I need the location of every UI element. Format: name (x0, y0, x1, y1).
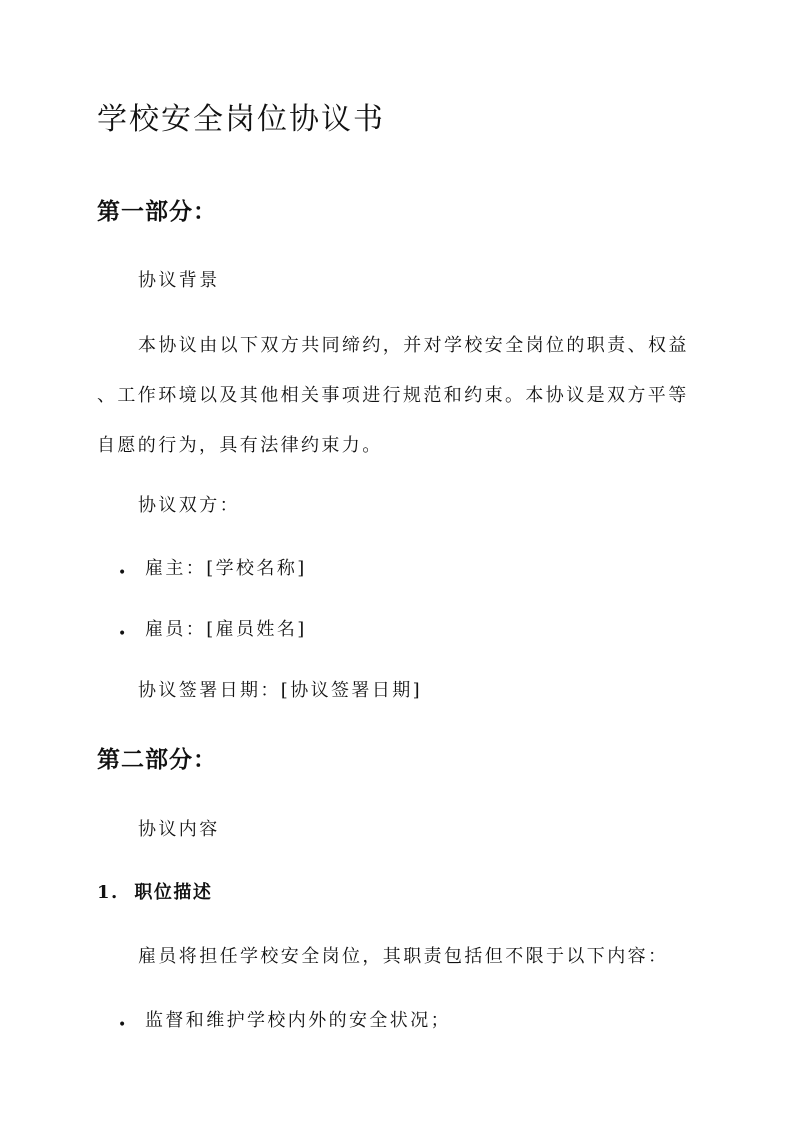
section1-heading: 1. 职位描述 (97, 882, 213, 903)
sign-date: 协议签署日期：[协议签署日期] (138, 680, 423, 701)
bullet-icon: • (118, 565, 127, 581)
part1-paragraph-line-3: 自愿的行为，具有法律约束力。 (97, 435, 383, 456)
part1-paragraph-line-1: 本协议由以下双方共同缔约，并对学校安全岗位的职责、权益 (138, 335, 689, 356)
part2-subheading: 协议内容 (138, 819, 220, 840)
document-title: 学校安全岗位协议书 (97, 102, 385, 137)
part1-subheading: 协议背景 (138, 270, 220, 291)
party-employee: 雇员：[雇员姓名] (145, 619, 307, 640)
party-employer: 雇主：[学校名称] (145, 558, 307, 579)
part1-heading: 第一部分： (97, 198, 217, 225)
section1-intro: 雇员将担任学校安全岗位，其职责包括但不限于以下内容： (138, 946, 669, 967)
bullet-icon: • (118, 626, 127, 642)
bullet-icon: • (118, 1017, 127, 1033)
duty-item: 监督和维护学校内外的安全状况； (145, 1010, 451, 1031)
part2-heading: 第二部分： (97, 746, 217, 773)
parties-label: 协议双方： (138, 495, 240, 516)
part1-paragraph-line-2: 、工作环境以及其他相关事项进行规范和约束。本协议是双方平等 (97, 385, 689, 406)
